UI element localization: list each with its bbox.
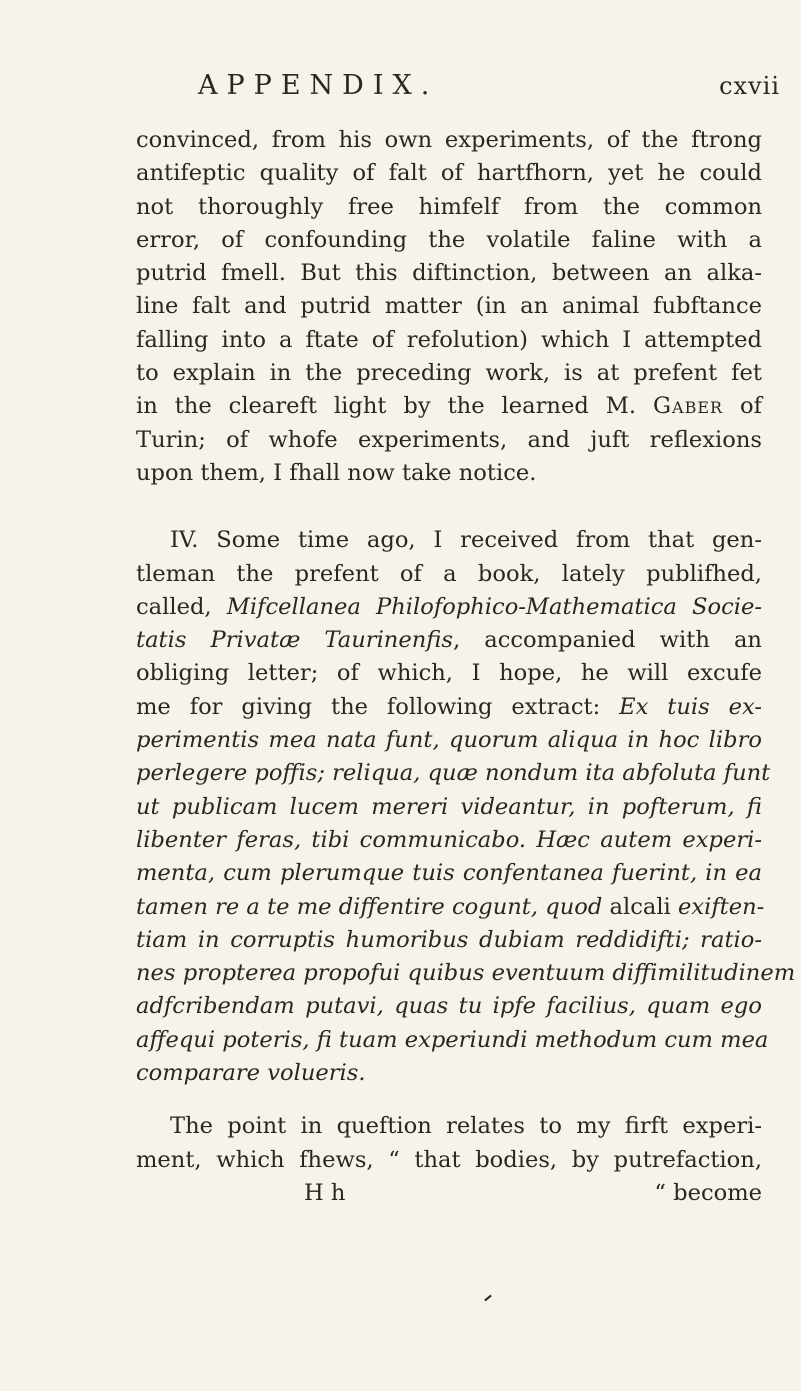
latin-line: nes propterea propofui quibus eventuum diffimilitudinem (136, 960, 796, 987)
signature-mark: H h (304, 1179, 346, 1206)
text-line: convinced, from his own experiments, of the ftrong (136, 127, 762, 153)
body-text (136, 124, 796, 1210)
latin-line: affequi poteris, fi tuam experiundi methodum cum mea (136, 1026, 769, 1053)
latin-line: perimentis mea nata funt, quorum aliqua in hoc libro (136, 727, 762, 754)
text-line: line falt and putrid matter (in an animal fubftance (136, 293, 762, 320)
text-line: not thoroughly free himfelf from the common (136, 193, 762, 220)
paragraph-2 (136, 524, 796, 1090)
latin-line: tiam in corruptis humoribus dubiam reddidifti; ratio- (136, 926, 762, 953)
ink-speck (484, 1295, 491, 1302)
latin-line-start: tamen re a te me diffentire cogunt, quod (136, 893, 603, 920)
text-line: putrid fmell. But this diftinction, between an alka- (136, 260, 762, 287)
paragraph-gap (136, 490, 762, 524)
author-name: Gaber (653, 393, 724, 420)
text-line: ment, which fhews, “ that bodies, by putrefaction, (136, 1146, 762, 1173)
latin-line: perlegere poffis; reliqua, quæ nondum ita abfoluta funt (136, 760, 771, 787)
text-line-start: called, (136, 593, 227, 620)
paragraph-1 (136, 124, 762, 490)
paragraph-gap (136, 1090, 762, 1110)
text-line: upon them, I fhall now take notice. (136, 459, 537, 486)
text-line: falling into a ftate of refolution) which I attempted (136, 326, 762, 353)
text-line (136, 624, 762, 657)
text-line-start: me for giving the following extract: (136, 693, 620, 720)
latin-line: libenter feras, tibi communicabo. Hæc autem experi- (136, 826, 762, 853)
latin-line-end: exiften- (670, 893, 765, 920)
running-title: APPENDIX. (198, 70, 439, 101)
text-line: tleman the prefent of a book, lately publifhed, (136, 560, 762, 587)
catchword: “ become (654, 1179, 762, 1206)
running-head (150, 70, 780, 110)
latin-line: adfcribendam putavi, quas tu ipfe facilius, quam ego (136, 993, 762, 1020)
latin-line: ut publicam lucem mereri videantur, in pofterum, fi (136, 793, 762, 820)
text-line: Turin; of whofe experiments, and juft reflexions (136, 426, 762, 453)
text-line (136, 390, 762, 423)
book-title: Mifcellanea Philofophico-Mathematica Socie- (226, 593, 762, 620)
text-line: IV. Some time ago, I received from that gen- (170, 527, 762, 554)
text-line (136, 591, 762, 624)
text-line-end: of (723, 393, 762, 420)
book-title-cont: tatis Privatæ Taurinenfis (136, 627, 453, 654)
latin-line (136, 891, 765, 924)
text-line: error, of confounding the volatile faline with a (136, 226, 762, 253)
latin-line: menta, cum plerumque tuis confentanea fuerint, in ea (136, 860, 762, 887)
catchline (136, 1177, 762, 1210)
text-line: to explain in the preceding work, is at prefent fet (136, 360, 762, 387)
roman-word: alcali (609, 893, 671, 920)
text-line: The point in queftion relates to my firft experi- (170, 1113, 762, 1140)
text-line (136, 691, 762, 724)
text-line: obliging letter; of which, I hope, he will excufe (136, 660, 762, 687)
paragraph-3 (136, 1110, 762, 1177)
latin-line: comparare volueris. (136, 1060, 366, 1087)
text-line: antifeptic quality of falt of hartfhorn, yet he could (136, 160, 762, 187)
text-line-end: , accompanied with an (452, 627, 762, 654)
text-line-start: in the cleareft light by the learned M. (136, 393, 637, 420)
latin-quote-start: Ex tuis ex- (619, 693, 762, 720)
page-number: cxvii (719, 72, 780, 100)
